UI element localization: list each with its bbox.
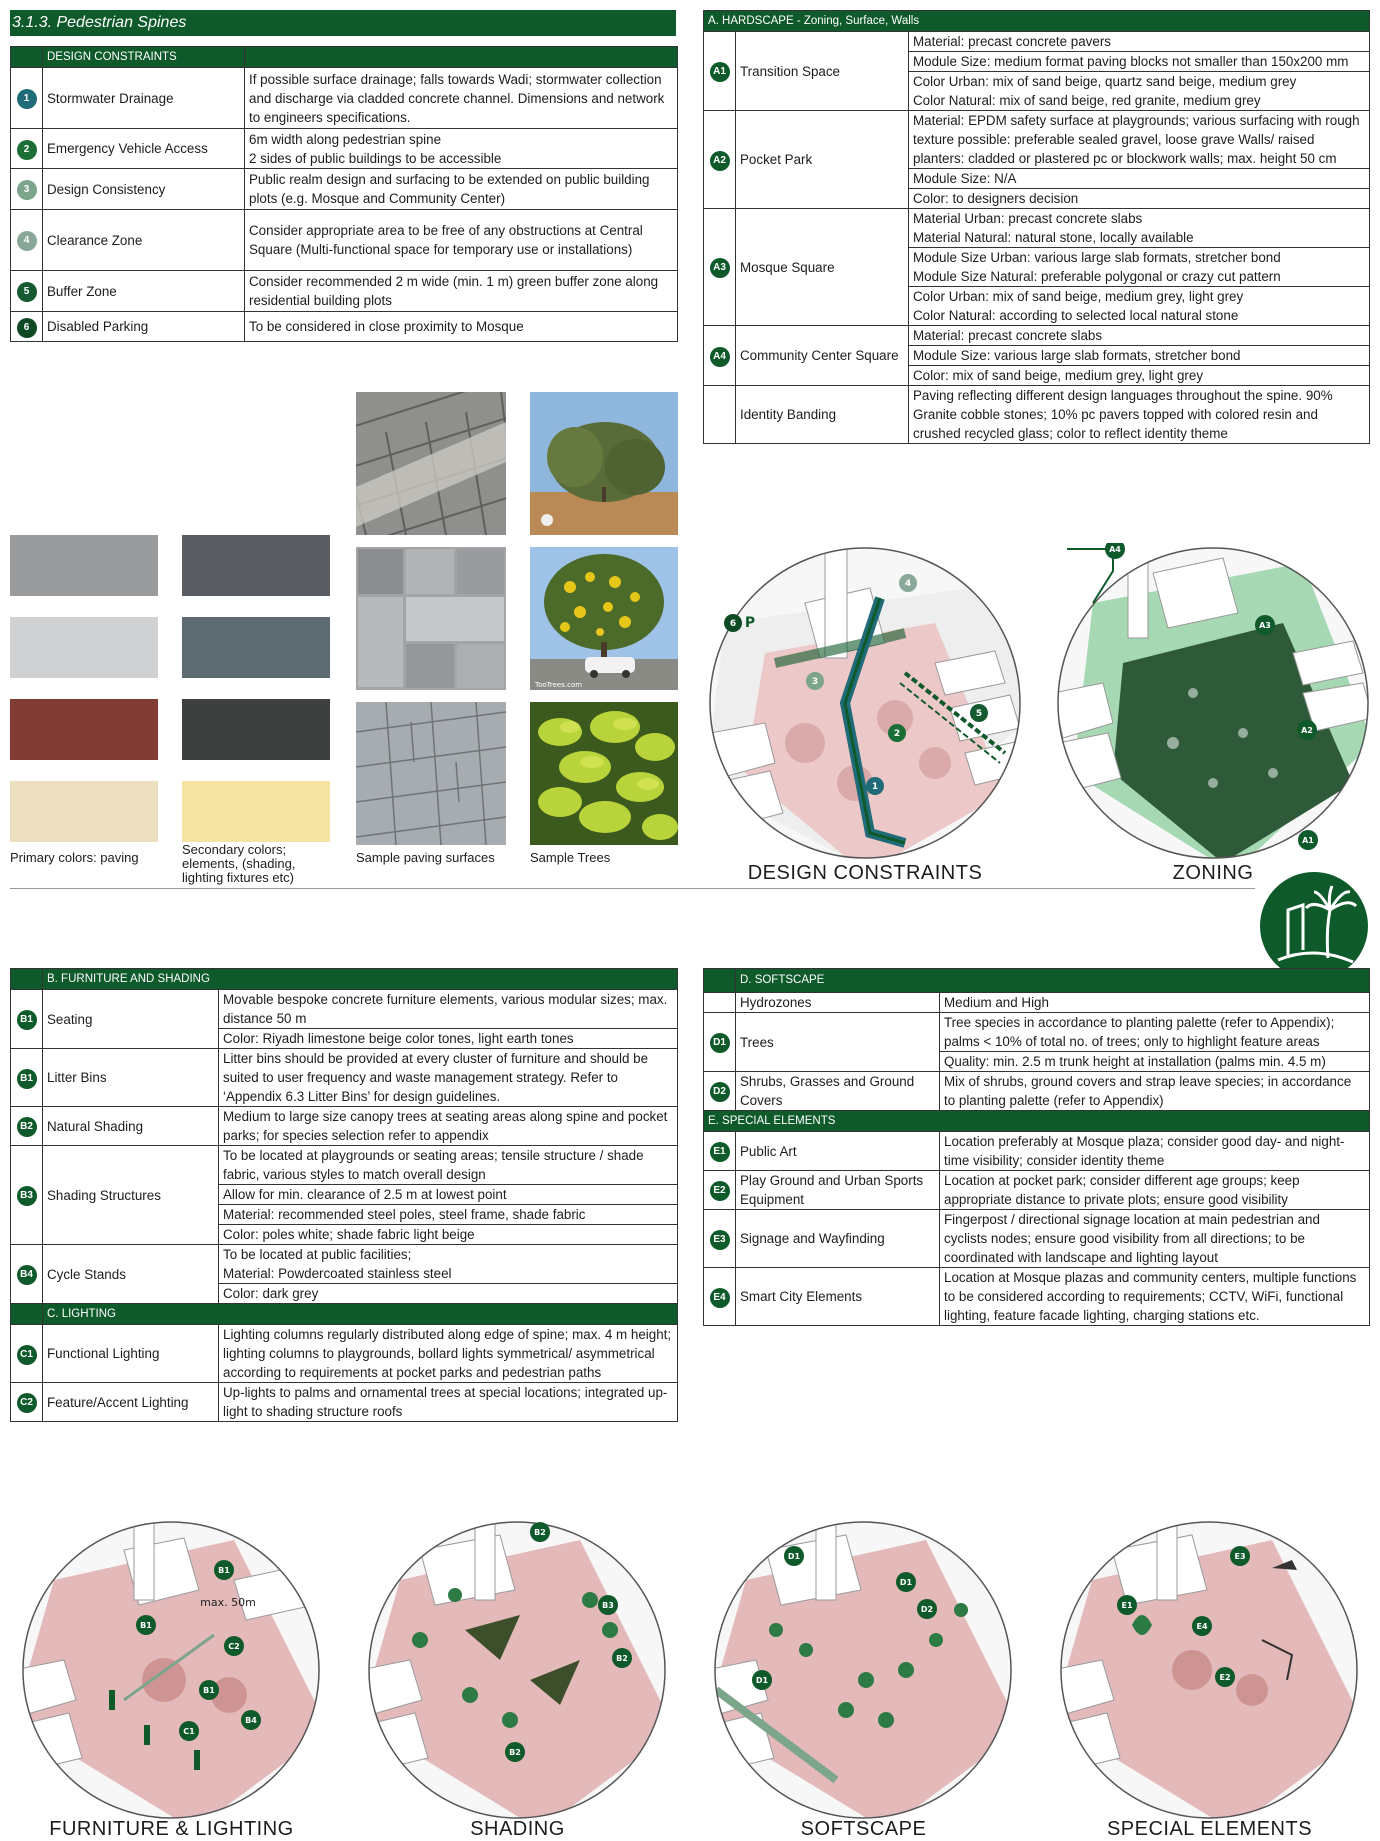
constraint-badge: 2 [17, 140, 37, 160]
item-badge: D1 [710, 1033, 730, 1053]
row-text: To be located at playgrounds or seating areas; tensile structure / shade fabric, various styles to match overall design [219, 1146, 678, 1185]
design-constraints-diagram [705, 543, 1025, 863]
table-row [11, 271, 678, 312]
divider [10, 888, 1255, 889]
row-label: Litter Bins [43, 1049, 219, 1107]
row-text: Fingerpost / directional signage location at main pedestrian and cyclists nodes; ensure good visibility from all directions; to be coordinated with landscape and lighting layout [940, 1210, 1370, 1268]
row-text: To be located at public facilities; Material: Powdercoated stainless steel [219, 1245, 678, 1284]
softscape-special-table [703, 968, 1370, 1326]
special-elements-diagram [1052, 1520, 1367, 1820]
row-label: Identity Banding [736, 386, 909, 444]
row-text: Medium and High [940, 993, 1370, 1013]
row-label: Cycle Stands [43, 1245, 219, 1304]
row-text: Module Size Urban: various large slab formats, stretcher bond Module Size Natural: preferable polygonal or crazy cut pattern [909, 248, 1370, 287]
secondary-swatch-1 [182, 535, 330, 596]
design-constraints-table [10, 46, 678, 342]
diagram-title-design-constraints: DESIGN CONSTRAINTS [747, 862, 983, 884]
row-text: Material: precast concrete slabs [909, 326, 1370, 346]
row-label: Clearance Zone [43, 210, 245, 271]
item-badge: B1 [17, 1069, 37, 1089]
dc-header: DESIGN CONSTRAINTS [43, 47, 245, 68]
table-row [704, 1072, 1370, 1111]
paving-caption: Sample paving surfaces [356, 850, 495, 865]
hardscape-table [703, 10, 1370, 444]
row-text: Location preferably at Mosque plaza; consider good day- and night-time visibility; consider identity theme [940, 1132, 1370, 1171]
row-label: Buffer Zone [43, 271, 245, 312]
row-text: Consider recommended 2 m wide (min. 1 m) green buffer zone along residential building plots [245, 271, 678, 312]
row-label: Trees [736, 1013, 940, 1072]
table-row [704, 326, 1370, 346]
row-text: To be considered in close proximity to Mosque [245, 312, 678, 342]
table-row [704, 1013, 1370, 1052]
table-row [11, 210, 678, 271]
row-text: Material: precast concrete pavers [909, 32, 1370, 52]
zone-label-a2: A2 [1301, 726, 1313, 735]
item-badge: B4 [17, 1265, 37, 1285]
diagram-title-special-elements: SPECIAL ELEMENTS [1106, 1818, 1313, 1840]
table-row [11, 1325, 678, 1383]
special-label-e4: E4 [1196, 1622, 1208, 1631]
table-row [11, 1146, 678, 1185]
row-text: Material: recommended steel poles, steel frame, shade fabric [219, 1205, 678, 1225]
row-label: Smart City Elements [736, 1268, 940, 1326]
row-label: Public Art [736, 1132, 940, 1171]
constraint-badge: 3 [17, 180, 37, 200]
secondary-swatch-4 [182, 781, 330, 842]
softscape-label-d2: D2 [920, 1605, 934, 1614]
row-text: Material: EPDM safety surface at playgrounds; various surfacing with rough texture possible: preferable sealed gravel, loose grave Walls/ raised planters: cladded or plastered pc or blockwork walls; max. height 50 cm [909, 111, 1370, 169]
item-badge: C1 [17, 1345, 37, 1365]
parking-p-label: P [744, 615, 756, 631]
zone-badge: A3 [710, 258, 730, 278]
primary-swatch-1 [10, 535, 158, 596]
primary-caption: Primary colors: paving [10, 850, 139, 865]
row-label: Design Consistency [43, 169, 245, 210]
table-row [704, 1268, 1370, 1326]
row-text: Color: to designers decision [909, 189, 1370, 209]
row-text: 6m width along pedestrian spine 2 sides of public buildings to be accessible [245, 129, 678, 169]
diagram-title-furniture-lighting: FURNITURE & LIGHTING [49, 1818, 294, 1840]
row-text: Color: mix of sand beige, medium grey, light grey [909, 366, 1370, 386]
softscape-diagram [706, 1520, 1021, 1820]
table-row [704, 111, 1370, 169]
special-label-e1: E1 [1121, 1601, 1133, 1610]
secondary-caption: Secondary colors; elements, (shading, lighting fixtures etc) [182, 842, 296, 885]
furniture-label-b1c: B1 [203, 1686, 215, 1695]
furniture-lighting-diagram [14, 1520, 329, 1820]
item-badge: C2 [17, 1393, 37, 1413]
palm-logo [1258, 870, 1370, 982]
diagram-title-softscape: SOFTSCAPE [800, 1818, 927, 1840]
furniture-lighting-table [10, 968, 678, 1422]
hardscape-header: A. HARDSCAPE - Zoning, Surface, Walls [704, 11, 1370, 32]
row-label: Pocket Park [736, 111, 909, 209]
zone-label-a4: A4 [1109, 545, 1121, 554]
zone-badge: A4 [710, 347, 730, 367]
special-header: E. SPECIAL ELEMENTS [704, 1111, 1370, 1132]
row-label: Play Ground and Urban Sports Equipment [736, 1171, 940, 1210]
table-row [704, 386, 1370, 444]
row-label: Shrubs, Grasses and Ground Covers [736, 1072, 940, 1111]
item-badge: E2 [710, 1181, 730, 1201]
constraint-badge: 4 [17, 231, 37, 251]
row-text: Module Size: various large slab formats, stretcher bond [909, 346, 1370, 366]
softscape-header: D. SOFTSCAPE [736, 969, 1370, 993]
diagram-title-zoning: ZONING [1172, 862, 1254, 884]
shading-diagram [360, 1520, 675, 1820]
row-text: Consider appropriate area to be free of any obstructions at Central Square (Multi-functional space for temporary use or installations) [245, 210, 678, 271]
special-label-e2: E2 [1219, 1673, 1231, 1682]
tree-sample-3 [530, 702, 678, 845]
row-text: Public realm design and surfacing to be extended on public building plots (e.g. Mosque and Community Center) [245, 169, 678, 210]
row-text: Up-lights to palms and ornamental trees at special locations; integrated up-light to shading structure roofs [219, 1383, 678, 1422]
tree-sample-2 [530, 547, 678, 690]
table-row [11, 1383, 678, 1422]
table-row [704, 1132, 1370, 1171]
item-badge: E1 [710, 1142, 730, 1162]
row-label: Shading Structures [43, 1146, 219, 1245]
max-distance-label: max. 50m [200, 1596, 256, 1609]
row-text: Module Size: N/A [909, 169, 1370, 189]
zone-badge: A1 [710, 62, 730, 82]
row-label: Emergency Vehicle Access [43, 129, 245, 169]
table-row [11, 169, 678, 210]
dc-label-2: 2 [893, 729, 901, 739]
primary-swatch-3 [10, 699, 158, 760]
item-badge: B3 [17, 1186, 37, 1206]
table-row [704, 32, 1370, 52]
tree-photo-watermark: TooTrees.com [535, 681, 583, 689]
item-badge: E3 [710, 1230, 730, 1250]
shading-label-b2a: B2 [534, 1528, 546, 1537]
row-text: Tree species in accordance to planting palette (refer to Appendix); palms < 10% of total no. of trees; only to highlight feature areas [940, 1013, 1370, 1052]
row-text: Movable bespoke concrete furniture elements, various modular sizes; max. distance 50 m [219, 990, 678, 1029]
page-title: 3.1.3. Pedestrian Spines [10, 10, 676, 36]
row-text: Location at Mosque plazas and community centers, multiple functions to be considered according to requirements; CCTV, WiFi, functional lighting, feature facade lighting, charging stations etc. [940, 1268, 1370, 1326]
row-label: Transition Space [736, 32, 909, 111]
row-label: Disabled Parking [43, 312, 245, 342]
row-text: Color Urban: mix of sand beige, medium grey, light grey Color Natural: according to selected local natural stone [909, 287, 1370, 326]
row-label: Feature/Accent Lighting [43, 1383, 219, 1422]
table-row [11, 1245, 678, 1284]
furniture-label-b4: B4 [245, 1716, 257, 1725]
shading-label-b3: B3 [602, 1601, 614, 1610]
row-text: Color Urban: mix of sand beige, quartz sand beige, medium grey Color Natural: mix of sand beige, red granite, medium grey [909, 72, 1370, 111]
zone-label-a1: A1 [1302, 836, 1314, 845]
primary-swatch-2 [10, 617, 158, 678]
shading-label-b2c: B2 [509, 1748, 521, 1757]
paving-sample-3 [356, 702, 506, 845]
row-label: Signage and Wayfinding [736, 1210, 940, 1268]
zoning-diagram [1053, 543, 1373, 863]
paving-sample-1 [356, 392, 506, 535]
row-text: Mix of shrubs, ground covers and strap leave species; in accordance to planting palette (refer to Appendix) [940, 1072, 1370, 1111]
item-badge: D2 [710, 1082, 730, 1102]
softscape-label-d1b: D1 [899, 1578, 913, 1587]
softscape-label-d1a: D1 [787, 1552, 801, 1561]
table-row [11, 1049, 678, 1107]
row-label: Natural Shading [43, 1107, 219, 1146]
row-text: Location at pocket park; consider different age groups; keep appropriate distance to private plots; ensure good visibility [940, 1171, 1370, 1210]
table-row [704, 993, 1370, 1013]
table-row [704, 209, 1370, 248]
row-text: Color: dark grey [219, 1284, 678, 1304]
shading-label-b2b: B2 [616, 1654, 628, 1663]
tree-sample-1 [530, 392, 678, 535]
row-label: Community Center Square [736, 326, 909, 386]
row-text: Paving reflecting different design languages throughout the spine. 90% Granite cobble stones; 10% pc pavers topped with colored resin and crushed recycled glass; color to reflect identity theme [909, 386, 1370, 444]
trees-caption: Sample Trees [530, 850, 611, 865]
row-text: Material Urban: precast concrete slabs Material Natural: natural stone, locally available [909, 209, 1370, 248]
table-row [704, 1210, 1370, 1268]
dc-label-6: 6 [729, 619, 737, 629]
constraint-badge: 6 [17, 318, 37, 338]
row-text: If possible surface drainage; falls towards Wadi; stormwater collection and discharge via cladded concrete channel. Dimensions and network to engineers specifications. [245, 68, 678, 129]
row-text: Quality: min. 2.5 m trunk height at installation (palms min. 4.5 m) [940, 1052, 1370, 1072]
secondary-swatch-2 [182, 617, 330, 678]
row-text: Lighting columns regularly distributed along edge of spine; max. 4 m height; lighting columns to playgrounds, bollard lights symmetrical/ asymmetrical according to requirements at pocket parks and pedestrian paths [219, 1325, 678, 1383]
table-row [11, 1107, 678, 1146]
constraint-badge: 5 [17, 282, 37, 302]
dc-label-3: 3 [811, 677, 819, 687]
table-row [11, 312, 678, 342]
item-badge: B2 [17, 1117, 37, 1137]
row-label: Functional Lighting [43, 1325, 219, 1383]
row-text: Color: Riyadh limestone beige color tones, light earth tones [219, 1029, 678, 1049]
table-row [11, 68, 678, 129]
row-label: Hydrozones [736, 993, 940, 1013]
lighting-header: C. LIGHTING [43, 1304, 678, 1325]
diagram-title-shading: SHADING [470, 1818, 565, 1840]
row-label: Mosque Square [736, 209, 909, 326]
secondary-swatch-3 [182, 699, 330, 760]
furniture-header: B. FURNITURE AND SHADING [43, 969, 678, 990]
table-row [11, 129, 678, 169]
furniture-label-c1: C1 [183, 1727, 195, 1736]
furniture-label-b1a: B1 [218, 1566, 230, 1575]
furniture-label-c2: C2 [228, 1642, 240, 1651]
paving-sample-2 [356, 547, 506, 690]
dc-label-5: 5 [975, 709, 983, 719]
row-text: Litter bins should be provided at every cluster of furniture and should be suited to user frequency and waste management strategy. Refer to ‘Appendix 6.3 Litter Bins’ for design guidelines. [219, 1049, 678, 1107]
furniture-label-b1b: B1 [140, 1621, 152, 1630]
row-text: Allow for min. clearance of 2.5 m at lowest point [219, 1185, 678, 1205]
item-badge: B1 [17, 1010, 37, 1030]
constraint-badge: 1 [17, 89, 37, 109]
row-label: Seating [43, 990, 219, 1049]
special-label-e3: E3 [1234, 1552, 1246, 1561]
row-text: Module Size: medium format paving blocks not smaller than 150x200 mm [909, 52, 1370, 72]
item-badge: E4 [710, 1288, 730, 1308]
zone-label-a3: A3 [1259, 621, 1271, 630]
primary-swatch-4 [10, 781, 158, 842]
softscape-label-d1c: D1 [755, 1676, 769, 1685]
row-text: Medium to large size canopy trees at seating areas along spine and pocket parks; for species selection refer to appendix [219, 1107, 678, 1146]
row-text: Color: poles white; shade fabric light beige [219, 1225, 678, 1245]
row-label: Stormwater Drainage [43, 68, 245, 129]
dc-label-1: 1 [871, 782, 879, 792]
zone-badge: A2 [710, 151, 730, 171]
table-row [11, 990, 678, 1029]
dc-label-4: 4 [904, 579, 912, 589]
table-row [704, 1171, 1370, 1210]
